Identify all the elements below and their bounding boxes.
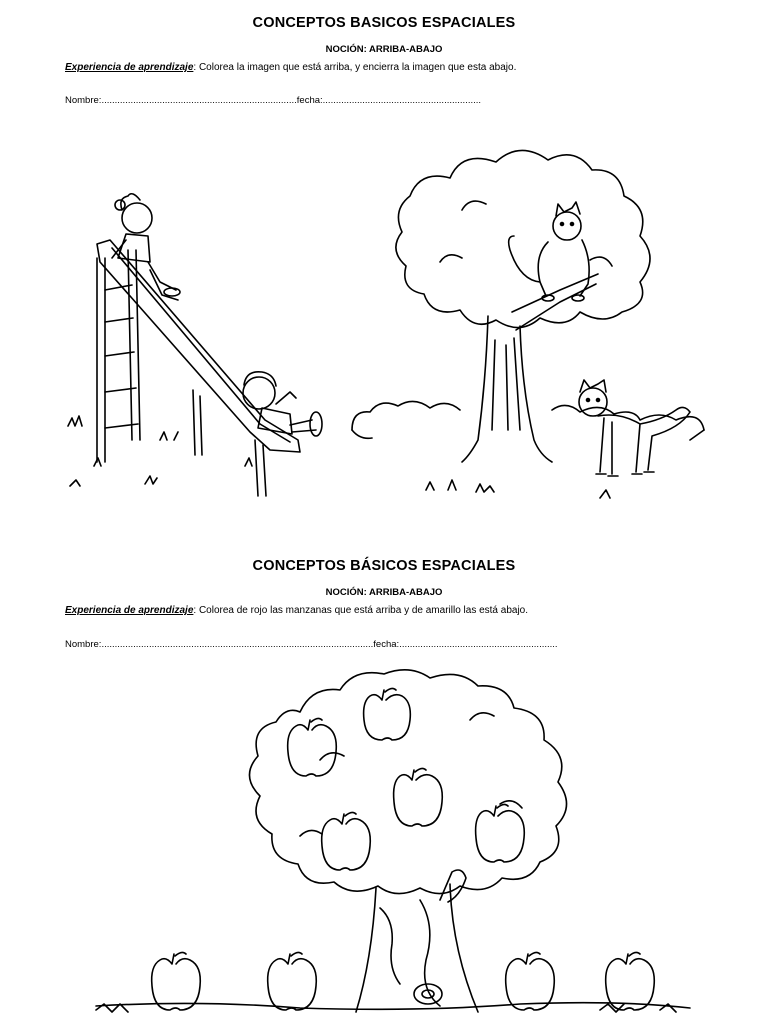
sheet1-date-blank: ............................................................ <box>322 95 482 106</box>
apple-lower <box>506 952 555 1010</box>
sheet2-name-label: Nombre: <box>65 639 102 650</box>
sheet2-instruction-label: Experiencia de aprendizaje <box>65 605 194 616</box>
sheet2-subtitle: NOCIÓN: ARRIBA-ABAJO <box>325 587 443 598</box>
apple-upper <box>394 768 443 826</box>
tree-with-cats-illustration <box>352 150 704 498</box>
sheet1-title: CONCEPTOS BASICOS ESPACIALES <box>252 15 516 31</box>
apple-upper <box>288 718 337 776</box>
slide-illustration <box>68 194 322 496</box>
apple-upper <box>364 688 411 740</box>
apple-lower <box>268 952 317 1010</box>
boy-figure <box>243 372 322 436</box>
apple-tree-illustration <box>96 670 690 1012</box>
apple-upper <box>476 804 525 862</box>
sheet2-date-blank: ............................................................ <box>399 639 558 650</box>
sheet1-date-label: fecha: <box>296 95 323 106</box>
sheet2-date-label: fecha: <box>373 639 400 650</box>
girl-figure <box>112 194 180 300</box>
sheet2-name-blank: ....................................................................................................... <box>101 639 374 650</box>
apple-lower <box>152 952 201 1010</box>
cat-on-ground <box>579 380 690 476</box>
apple-lower <box>606 952 655 1010</box>
apple-upper <box>322 812 371 870</box>
sheet1-name-label: Nombre: <box>65 95 102 106</box>
sheet1-instruction-text: : Colorea la imagen que está arriba, y encierra la imagen que esta abajo. <box>193 62 517 73</box>
cat-in-tree <box>509 202 589 301</box>
sheet2-title: CONCEPTOS BÁSICOS ESPACIALES <box>252 558 516 574</box>
sheet1-subtitle: NOCIÓN: ARRIBA-ABAJO <box>325 44 443 55</box>
sheet1-name-blank: .......................................................................... <box>101 95 297 106</box>
sheet1-instruction-label: Experiencia de aprendizaje <box>65 62 194 73</box>
sheet2-instruction-text: : Colorea de rojo las manzanas que está arriba y de amarillo las está abajo. <box>193 605 529 616</box>
